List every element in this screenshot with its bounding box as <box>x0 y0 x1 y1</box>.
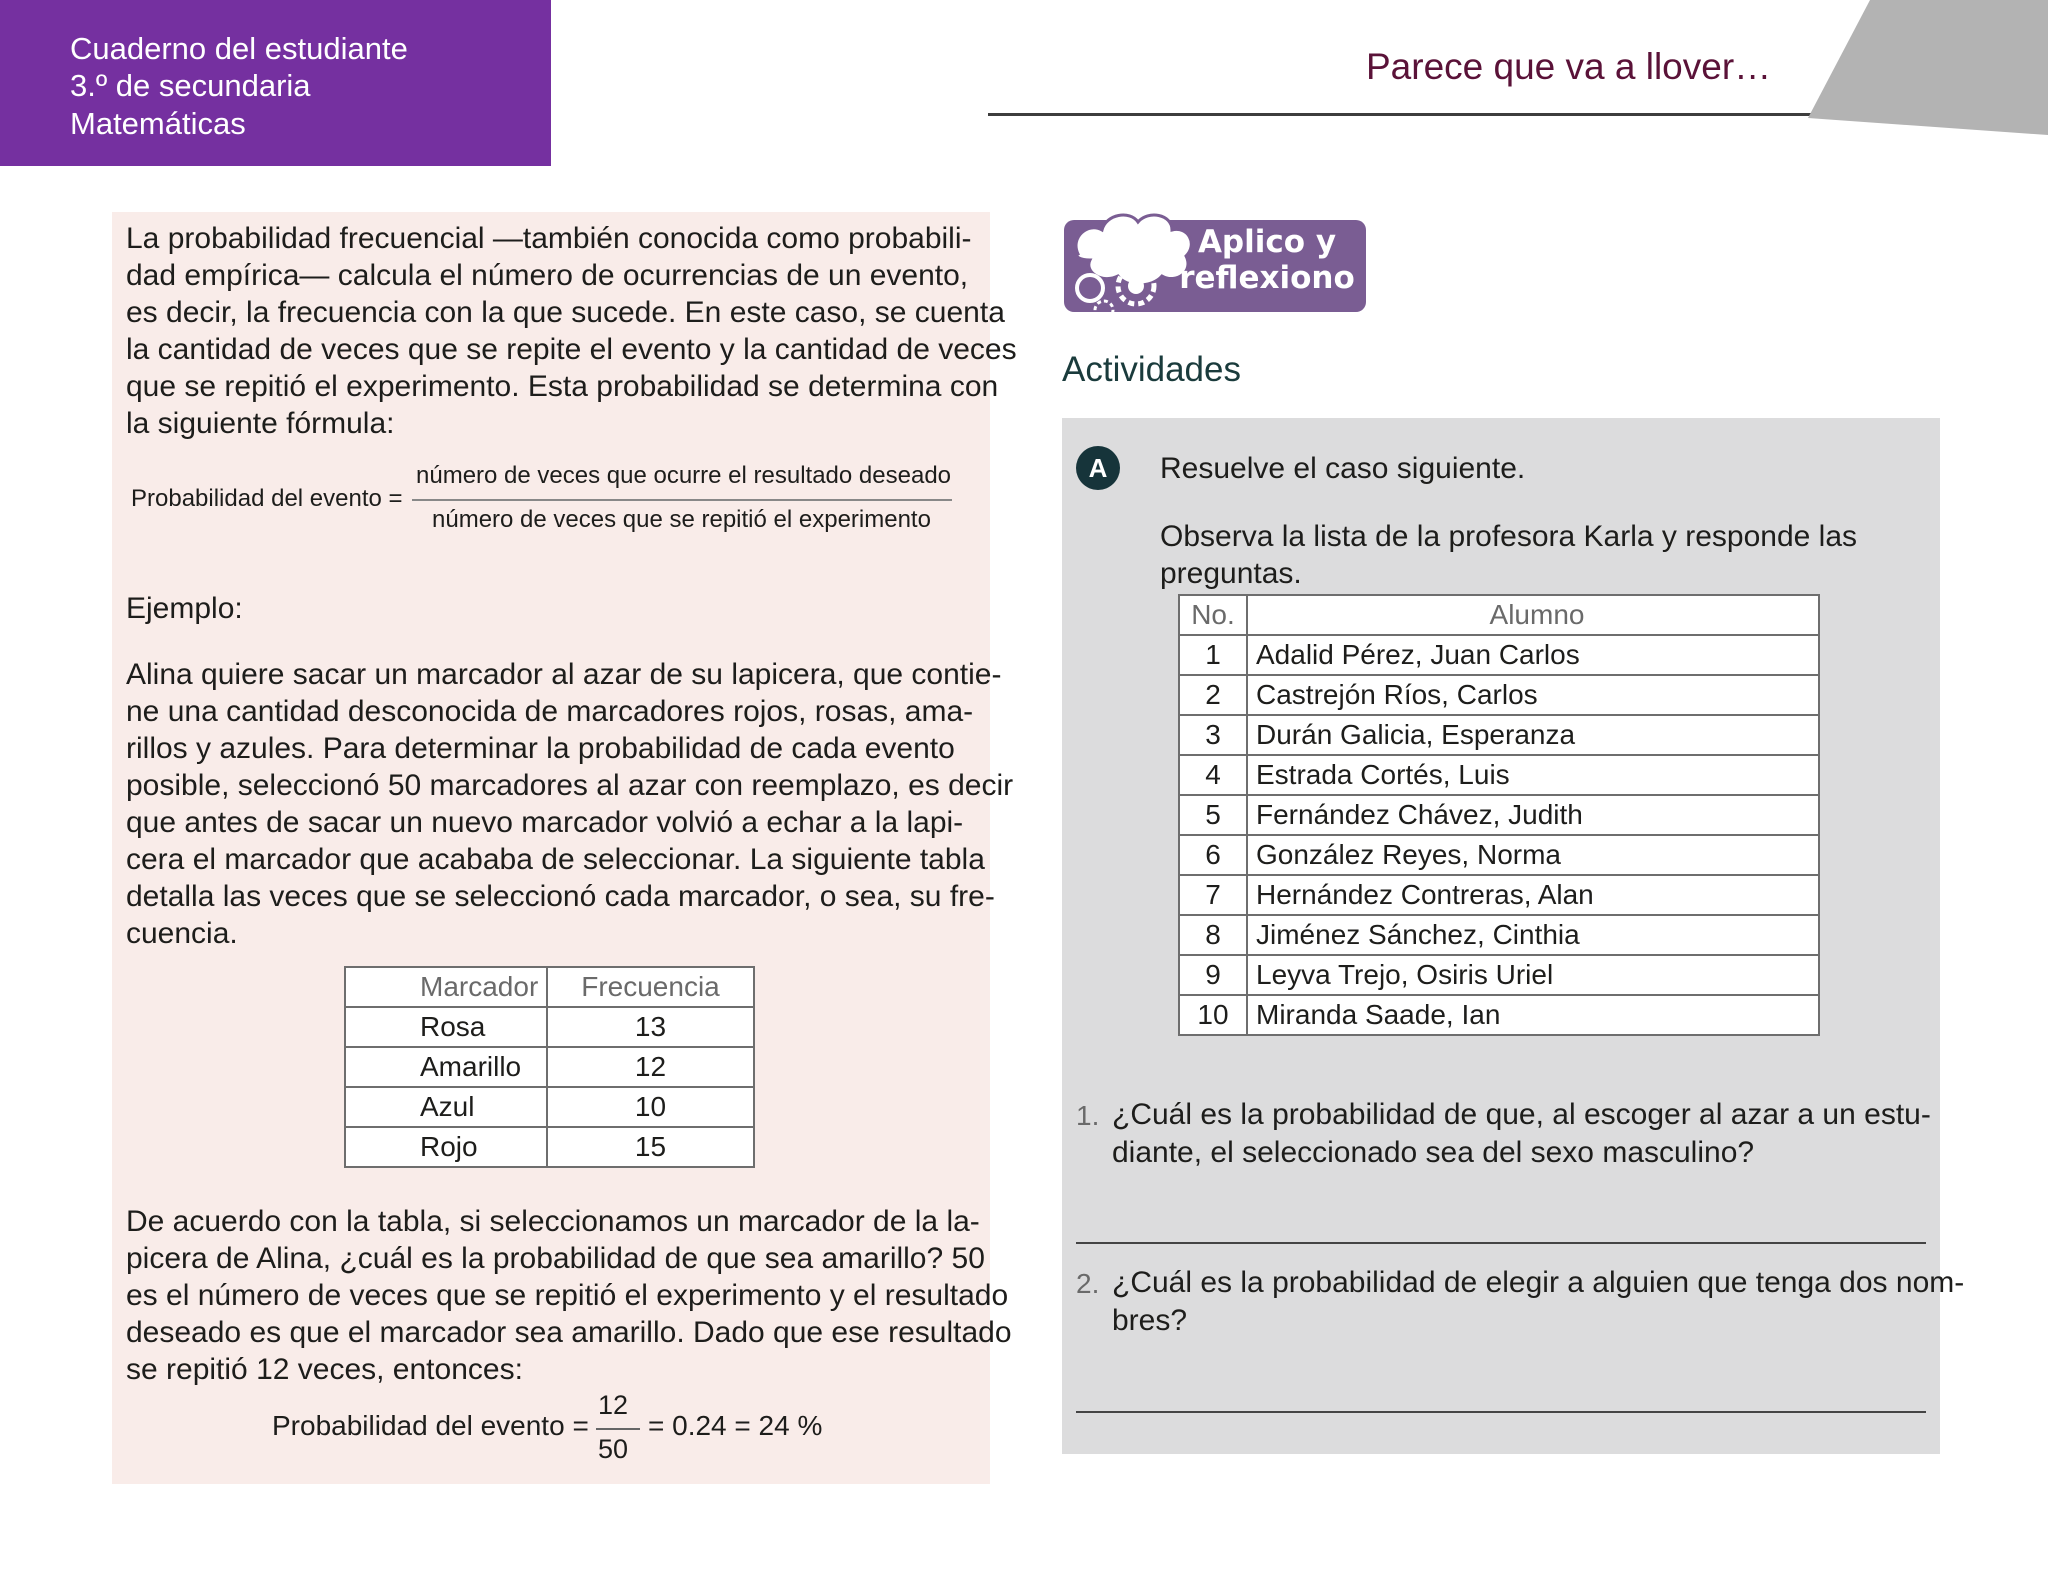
result-value: = 0.24 = 24 % <box>648 1410 823 1441</box>
result-fraction-bar <box>596 1428 640 1430</box>
student-list-table <box>1178 594 1820 1036</box>
corner-tab-decoration <box>1808 0 2048 135</box>
formula-label: Probabilidad del evento = <box>131 485 403 512</box>
student-number: 4 <box>1179 755 1247 795</box>
conclusion-paragraph <box>126 1203 1026 1388</box>
table-row <box>1179 835 1819 875</box>
student-number: 6 <box>1179 835 1247 875</box>
intro-line: es decir, la frecuencia con la que sucede. En este caso, se cuenta <box>126 296 1005 329</box>
activity-instruction: Resuelve el caso siguiente. <box>1160 452 1526 485</box>
example-line: detalla las veces que se seleccionó cada marcador, o sea, su fre- <box>126 880 995 913</box>
intro-line: dad empírica— calcula el número de ocurrencias de un evento, <box>126 259 969 292</box>
table-header-row <box>1179 595 1819 635</box>
table-row <box>1179 915 1819 955</box>
answer-line-1[interactable] <box>1076 1242 1926 1244</box>
marker-name: Amarillo <box>345 1047 547 1087</box>
question-line: ¿Cuál es la probabilidad de elegir a alguien que tenga dos nom- <box>1112 1266 1965 1299</box>
page-title: Parece que va a llover… <box>1366 46 1772 87</box>
badge-label <box>1172 224 1362 296</box>
badge-line: reflexiono <box>1179 260 1355 296</box>
table-row <box>1179 795 1819 835</box>
question-2 <box>1112 1264 1968 1340</box>
marker-name: Azul <box>345 1087 547 1127</box>
student-number: 9 <box>1179 955 1247 995</box>
column-header: Marcador <box>345 967 547 1007</box>
example-paragraph <box>126 656 1026 952</box>
conclusion-line: De acuerdo con la tabla, si seleccionamos un marcador de la la- <box>126 1205 980 1238</box>
table-row <box>1179 675 1819 715</box>
table-row <box>1179 635 1819 675</box>
activity-sub-instruction <box>1160 518 1920 592</box>
header-divider <box>988 113 1818 116</box>
example-line: posible, seleccionó 50 marcadores al azar con reemplazo, es decir <box>126 769 1014 802</box>
student-name: Leyva Trejo, Osiris Uriel <box>1247 955 1819 995</box>
student-number: 1 <box>1179 635 1247 675</box>
result-denominator: 50 <box>598 1434 629 1464</box>
table-row <box>345 1127 754 1167</box>
formula-numerator: número de veces que ocurre el resultado deseado <box>416 462 952 489</box>
marker-frequency: 12 <box>547 1047 754 1087</box>
question-number: 2. <box>1076 1268 1100 1299</box>
example-line: cera el marcador que acababa de seleccionar. La siguiente tabla <box>126 843 985 876</box>
student-name: Castrejón Ríos, Carlos <box>1247 675 1819 715</box>
student-name: Durán Galicia, Esperanza <box>1247 715 1819 755</box>
column-header: No. <box>1179 595 1247 635</box>
example-line: cuencia. <box>126 917 238 950</box>
example-line: que antes de sacar un nuevo marcador volvió a echar a la lapi- <box>126 806 964 839</box>
conclusion-line: picera de Alina, ¿cuál es la probabilidad de que sea amarillo? 50 <box>126 1242 985 1275</box>
student-number: 8 <box>1179 915 1247 955</box>
table-header-row <box>345 967 754 1007</box>
intro-paragraph <box>126 220 1028 442</box>
conclusion-line: se repitió 12 veces, entonces: <box>126 1353 523 1386</box>
example-line: rillos y azules. Para determinar la probabilidad de cada evento <box>126 732 955 765</box>
section-letter-badge: A <box>1076 446 1120 490</box>
marker-name: Rosa <box>345 1007 547 1047</box>
student-name: Adalid Pérez, Juan Carlos <box>1247 635 1819 675</box>
example-line: Alina quiere sacar un marcador al azar de su lapicera, que contie- <box>126 658 1002 691</box>
student-name: Fernández Chávez, Judith <box>1247 795 1819 835</box>
example-line: ne una cantidad desconocida de marcadores rojos, rosas, ama- <box>126 695 974 728</box>
question-line: ¿Cuál es la probabilidad de que, al escoger al azar a un estu- <box>1112 1098 1931 1131</box>
table-row <box>345 1087 754 1127</box>
frequency-table <box>344 966 755 1168</box>
conclusion-line: es el número de veces que se repitió el experimento y el resultado <box>126 1279 1009 1312</box>
sub-instruction-line: preguntas. <box>1160 557 1302 590</box>
table-row <box>1179 955 1819 995</box>
question-line: diante, el seleccionado sea del sexo masculino? <box>1112 1136 1755 1169</box>
marker-frequency: 15 <box>547 1127 754 1167</box>
answer-line-2[interactable] <box>1076 1411 1926 1413</box>
column-header: Alumno <box>1247 595 1819 635</box>
header-grade: 3.º de secundaria <box>70 68 311 103</box>
marker-frequency: 13 <box>547 1007 754 1047</box>
student-number: 7 <box>1179 875 1247 915</box>
marker-frequency: 10 <box>547 1087 754 1127</box>
student-name: Hernández Contreras, Alan <box>1247 875 1819 915</box>
student-number: 5 <box>1179 795 1247 835</box>
formula-denominator: número de veces que se repitió el experimento <box>432 506 931 533</box>
badge-line: Aplico y <box>1197 224 1337 260</box>
sub-instruction-line: Observa la lista de la profesora Karla y responde las <box>1160 520 1858 553</box>
result-label: Probabilidad del evento = <box>272 1410 589 1441</box>
intro-line: que se repitió el experimento. Esta probabilidad se determina con <box>126 370 999 403</box>
table-row <box>1179 715 1819 755</box>
result-numerator: 12 <box>598 1390 629 1420</box>
question-line: bres? <box>1112 1304 1188 1337</box>
table-row <box>1179 995 1819 1035</box>
student-name: Estrada Cortés, Luis <box>1247 755 1819 795</box>
header-band <box>0 0 551 166</box>
table-row <box>1179 875 1819 915</box>
example-label: Ejemplo: <box>126 592 243 625</box>
formula-fraction-bar <box>412 499 952 501</box>
table-row <box>345 1007 754 1047</box>
student-name: Miranda Saade, Ian <box>1247 995 1819 1035</box>
question-1 <box>1112 1096 1968 1172</box>
marker-name: Rojo <box>345 1127 547 1167</box>
table-row <box>345 1047 754 1087</box>
student-number: 3 <box>1179 715 1247 755</box>
intro-line: La probabilidad frecuencial —también conocida como probabili- <box>126 222 972 255</box>
table-row <box>1179 755 1819 795</box>
student-name: Jiménez Sánchez, Cinthia <box>1247 915 1819 955</box>
student-number: 2 <box>1179 675 1247 715</box>
header-book-title: Cuaderno del estudiante <box>70 31 408 66</box>
student-name: González Reyes, Norma <box>1247 835 1819 875</box>
header-subject: Matemáticas <box>70 106 246 141</box>
intro-line: la cantidad de veces que se repite el evento y la cantidad de veces <box>126 333 1017 366</box>
student-number: 10 <box>1179 995 1247 1035</box>
activities-heading: Actividades <box>1062 350 1241 389</box>
conclusion-line: deseado es que el marcador sea amarillo. Dado que ese resultado <box>126 1316 1012 1349</box>
question-number: 1. <box>1076 1100 1100 1131</box>
intro-line: la siguiente fórmula: <box>126 407 395 440</box>
column-header: Frecuencia <box>547 967 754 1007</box>
